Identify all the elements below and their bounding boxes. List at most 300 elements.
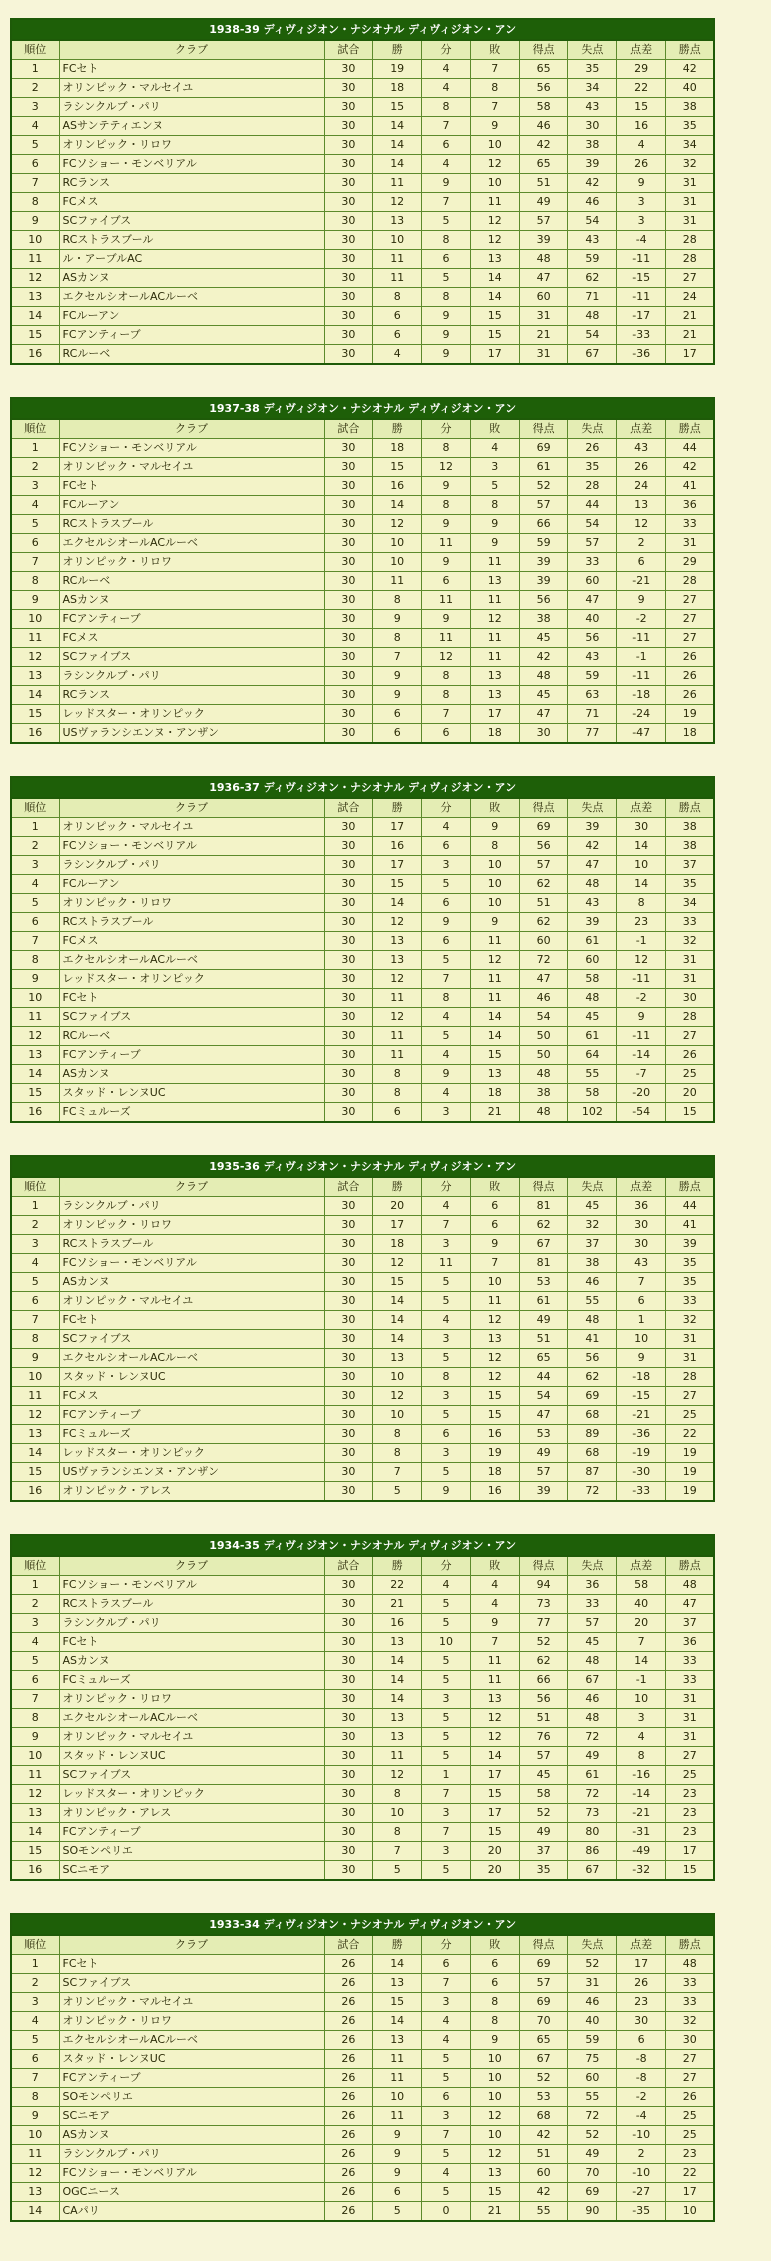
cell-club: スタッド・レンヌUC [59,1747,324,1766]
cell-draws: 9 [422,345,471,365]
cell-goal-difference: -36 [617,345,666,365]
cell-points: 28 [666,572,715,591]
cell-goals-for: 52 [519,1804,568,1823]
cell-goal-difference: 30 [617,1216,666,1235]
cell-club: オリンピック・リロワ [59,2012,324,2031]
table-row [11,2183,714,2202]
cell-rank: 4 [11,1254,59,1273]
cell-club: オリンピック・マルセイユ [59,1993,324,2012]
table-row [11,970,714,989]
cell-club: FCミュルーズ [59,1103,324,1123]
cell-draws: 4 [422,2164,471,2183]
cell-losses: 11 [470,970,519,989]
cell-wins: 9 [373,686,422,705]
table-row [11,269,714,288]
cell-goals-against: 62 [568,1368,617,1387]
cell-losses: 10 [470,2126,519,2145]
cell-wins: 11 [373,1027,422,1046]
cell-wins: 11 [373,2050,422,2069]
cell-draws: 9 [422,553,471,572]
cell-wins: 6 [373,724,422,744]
cell-goals-for: 52 [519,1633,568,1652]
cell-draws: 3 [422,1330,471,1349]
cell-draws: 8 [422,989,471,1008]
cell-played: 30 [324,724,373,744]
cell-club: ラシンクルブ・パリ [59,1197,324,1216]
cell-rank: 13 [11,1804,59,1823]
cell-goals-for: 51 [519,2145,568,2164]
cell-wins: 6 [373,2183,422,2202]
cell-played: 30 [324,193,373,212]
cell-points: 24 [666,288,715,307]
cell-rank: 7 [11,1690,59,1709]
cell-goals-for: 39 [519,231,568,250]
table-row [11,572,714,591]
cell-wins: 16 [373,1614,422,1633]
cell-goals-against: 45 [568,1197,617,1216]
cell-goals-against: 61 [568,932,617,951]
cell-points: 41 [666,477,715,496]
table-row [11,1804,714,1823]
cell-points: 17 [666,345,715,365]
header-row [11,40,714,60]
header-club: クラブ [59,419,324,439]
table-row [11,98,714,117]
cell-draws: 12 [422,648,471,667]
cell-goals-for: 56 [519,837,568,856]
cell-goals-against: 54 [568,515,617,534]
cell-rank: 6 [11,1292,59,1311]
cell-draws: 5 [422,1861,471,1881]
table-row [11,667,714,686]
cell-losses: 11 [470,648,519,667]
cell-wins: 15 [373,458,422,477]
cell-played: 30 [324,326,373,345]
cell-points: 28 [666,250,715,269]
cell-draws: 7 [422,117,471,136]
cell-goals-against: 89 [568,1425,617,1444]
table-row [11,818,714,837]
cell-wins: 6 [373,705,422,724]
table-row [11,1084,714,1103]
header-club: クラブ [59,1935,324,1955]
cell-goal-difference: 26 [617,155,666,174]
cell-club: SOモンペリエ [59,1842,324,1861]
header-row [11,1935,714,1955]
cell-club: USヴァランシエンヌ・アンザン [59,1463,324,1482]
cell-goal-difference: 22 [617,79,666,98]
cell-rank: 4 [11,875,59,894]
cell-played: 30 [324,1747,373,1766]
cell-played: 30 [324,1633,373,1652]
cell-losses: 11 [470,553,519,572]
cell-goal-difference: 58 [617,1576,666,1595]
cell-wins: 6 [373,1103,422,1123]
cell-played: 30 [324,231,373,250]
cell-points: 35 [666,1273,715,1292]
cell-goal-difference: 43 [617,439,666,458]
cell-played: 30 [324,705,373,724]
cell-losses: 6 [470,1216,519,1235]
cell-points: 19 [666,1463,715,1482]
cell-played: 30 [324,1482,373,1502]
cell-rank: 5 [11,515,59,534]
cell-draws: 6 [422,724,471,744]
cell-goals-against: 46 [568,1273,617,1292]
cell-points: 23 [666,1804,715,1823]
cell-goals-against: 87 [568,1463,617,1482]
cell-wins: 8 [373,1823,422,1842]
cell-losses: 5 [470,477,519,496]
cell-club: FCアンティーブ [59,1046,324,1065]
cell-rank: 15 [11,326,59,345]
cell-points: 33 [666,1292,715,1311]
cell-goal-difference: 20 [617,1614,666,1633]
cell-club: FCルーアン [59,307,324,326]
cell-goal-difference: 43 [617,1254,666,1273]
cell-goals-for: 44 [519,1368,568,1387]
cell-played: 26 [324,1993,373,2012]
cell-goal-difference: 30 [617,1235,666,1254]
cell-played: 26 [324,2012,373,2031]
cell-rank: 11 [11,1766,59,1785]
cell-losses: 15 [470,1387,519,1406]
cell-draws: 6 [422,250,471,269]
cell-draws: 5 [422,2145,471,2164]
cell-goals-against: 26 [568,439,617,458]
cell-rank: 1 [11,818,59,837]
cell-goals-for: 42 [519,136,568,155]
cell-rank: 8 [11,193,59,212]
cell-losses: 7 [470,1633,519,1652]
header-draws: 分 [422,798,471,818]
cell-rank: 12 [11,1785,59,1804]
cell-goals-against: 45 [568,1008,617,1027]
cell-club: RCストラスブール [59,913,324,932]
cell-rank: 5 [11,1652,59,1671]
cell-rank: 3 [11,856,59,875]
cell-club: FCアンティーブ [59,326,324,345]
cell-played: 30 [324,1330,373,1349]
cell-draws: 5 [422,1747,471,1766]
cell-goals-against: 70 [568,2164,617,2183]
cell-goal-difference: -21 [617,1804,666,1823]
cell-draws: 7 [422,1216,471,1235]
cell-rank: 6 [11,1671,59,1690]
cell-goals-for: 51 [519,1709,568,1728]
cell-goals-for: 37 [519,1842,568,1861]
cell-rank: 11 [11,250,59,269]
cell-losses: 11 [470,1652,519,1671]
cell-wins: 13 [373,2031,422,2050]
cell-club: オリンピック・マルセイユ [59,1728,324,1747]
table-body [11,60,714,365]
cell-losses: 15 [470,326,519,345]
cell-wins: 8 [373,288,422,307]
cell-goals-against: 28 [568,477,617,496]
cell-goal-difference: -15 [617,1387,666,1406]
cell-goals-against: 46 [568,1993,617,2012]
cell-rank: 15 [11,705,59,724]
cell-wins: 14 [373,155,422,174]
cell-played: 30 [324,250,373,269]
header-losses: 敗 [470,1177,519,1197]
cell-wins: 15 [373,98,422,117]
cell-club: ASカンヌ [59,591,324,610]
cell-wins: 7 [373,1842,422,1861]
cell-goals-against: 67 [568,345,617,365]
header-rank: 順位 [11,1177,59,1197]
cell-wins: 9 [373,610,422,629]
cell-rank: 9 [11,212,59,231]
cell-club: RCストラスブール [59,1595,324,1614]
cell-wins: 11 [373,250,422,269]
cell-played: 30 [324,117,373,136]
cell-goal-difference: -1 [617,932,666,951]
table-row [11,875,714,894]
cell-wins: 13 [373,1349,422,1368]
table-row [11,1614,714,1633]
header-goal-difference: 点差 [617,40,666,60]
cell-goals-against: 52 [568,2126,617,2145]
cell-goals-for: 50 [519,1046,568,1065]
cell-points: 27 [666,591,715,610]
cell-played: 30 [324,875,373,894]
cell-losses: 17 [470,1804,519,1823]
header-goals-against: 失点 [568,40,617,60]
cell-wins: 20 [373,1197,422,1216]
table-row [11,837,714,856]
header-points: 勝点 [666,40,715,60]
cell-rank: 11 [11,1008,59,1027]
cell-rank: 12 [11,1027,59,1046]
header-losses: 敗 [470,40,519,60]
cell-draws: 3 [422,1842,471,1861]
header-losses: 敗 [470,798,519,818]
cell-goal-difference: 8 [617,894,666,913]
cell-losses: 17 [470,1766,519,1785]
cell-losses: 4 [470,1576,519,1595]
cell-goals-for: 53 [519,2088,568,2107]
cell-rank: 14 [11,307,59,326]
cell-club: FCソショー・モンベリアル [59,1576,324,1595]
table-row [11,1103,714,1123]
cell-points: 37 [666,1614,715,1633]
cell-goals-against: 35 [568,60,617,79]
cell-club: FCルーアン [59,496,324,515]
table-row [11,345,714,365]
table-row [11,326,714,345]
cell-rank: 10 [11,1368,59,1387]
cell-points: 15 [666,1103,715,1123]
cell-club: エクセルシオールACルーベ [59,1349,324,1368]
table-row [11,2012,714,2031]
cell-played: 26 [324,2088,373,2107]
table-title: 1933-34 ディヴィジオン・ナシオナル ディヴィジオン・アン [10,1913,715,1934]
cell-goals-against: 48 [568,1311,617,1330]
cell-wins: 12 [373,1766,422,1785]
cell-goals-for: 30 [519,724,568,744]
cell-draws: 10 [422,1633,471,1652]
cell-played: 26 [324,1974,373,1993]
cell-points: 32 [666,2012,715,2031]
cell-points: 10 [666,2202,715,2222]
table-row [11,2107,714,2126]
cell-draws: 6 [422,572,471,591]
cell-rank: 14 [11,1065,59,1084]
cell-goals-for: 65 [519,1349,568,1368]
cell-played: 30 [324,1823,373,1842]
cell-goals-for: 49 [519,1444,568,1463]
cell-wins: 12 [373,913,422,932]
cell-losses: 15 [470,1785,519,1804]
cell-wins: 14 [373,117,422,136]
cell-goals-against: 72 [568,1785,617,1804]
cell-wins: 15 [373,1273,422,1292]
cell-wins: 5 [373,2202,422,2222]
cell-played: 30 [324,98,373,117]
cell-played: 30 [324,439,373,458]
cell-club: FCソショー・モンベリアル [59,155,324,174]
cell-losses: 14 [470,288,519,307]
cell-draws: 5 [422,1292,471,1311]
cell-draws: 5 [422,1406,471,1425]
cell-goals-against: 77 [568,724,617,744]
cell-played: 30 [324,1065,373,1084]
cell-wins: 4 [373,345,422,365]
cell-draws: 6 [422,837,471,856]
cell-draws: 5 [422,875,471,894]
cell-points: 27 [666,2069,715,2088]
cell-rank: 16 [11,1482,59,1502]
cell-played: 30 [324,1728,373,1747]
cell-draws: 3 [422,1690,471,1709]
cell-rank: 5 [11,136,59,155]
cell-points: 33 [666,1652,715,1671]
cell-wins: 11 [373,2069,422,2088]
cell-losses: 13 [470,1690,519,1709]
cell-goals-for: 54 [519,1008,568,1027]
header-goal-difference: 点差 [617,1177,666,1197]
cell-draws: 4 [422,1311,471,1330]
cell-club: FCメス [59,1387,324,1406]
cell-draws: 5 [422,269,471,288]
cell-rank: 6 [11,155,59,174]
table-row [11,60,714,79]
cell-losses: 20 [470,1842,519,1861]
cell-goal-difference: -11 [617,970,666,989]
cell-draws: 11 [422,534,471,553]
cell-goals-against: 68 [568,1444,617,1463]
cell-points: 27 [666,1387,715,1406]
cell-played: 30 [324,1027,373,1046]
cell-goal-difference: 9 [617,591,666,610]
cell-played: 26 [324,1955,373,1974]
cell-club: SCファイブス [59,1330,324,1349]
cell-points: 33 [666,1974,715,1993]
cell-goal-difference: -1 [617,648,666,667]
cell-club: エクセルシオールACルーベ [59,288,324,307]
cell-draws: 0 [422,2202,471,2222]
cell-goals-against: 37 [568,1235,617,1254]
cell-points: 35 [666,875,715,894]
table-row [11,1387,714,1406]
cell-losses: 15 [470,1046,519,1065]
cell-losses: 8 [470,837,519,856]
cell-points: 31 [666,534,715,553]
cell-rank: 14 [11,686,59,705]
cell-played: 30 [324,1254,373,1273]
cell-goals-for: 48 [519,1103,568,1123]
cell-played: 26 [324,2069,373,2088]
cell-goals-for: 52 [519,477,568,496]
cell-wins: 8 [373,1425,422,1444]
header-played: 試合 [324,1935,373,1955]
cell-goals-for: 65 [519,2031,568,2050]
cell-points: 26 [666,667,715,686]
cell-draws: 3 [422,1235,471,1254]
cell-points: 32 [666,1311,715,1330]
cell-goals-for: 66 [519,515,568,534]
cell-goals-against: 39 [568,913,617,932]
cell-club: スタッド・レンヌUC [59,1084,324,1103]
cell-played: 26 [324,2050,373,2069]
cell-wins: 13 [373,1709,422,1728]
cell-goals-for: 69 [519,818,568,837]
cell-played: 26 [324,2031,373,2050]
table-row [11,250,714,269]
cell-rank: 8 [11,1330,59,1349]
cell-played: 30 [324,1766,373,1785]
cell-played: 30 [324,686,373,705]
cell-wins: 19 [373,60,422,79]
table-row [11,2145,714,2164]
cell-goals-for: 35 [519,1861,568,1881]
cell-draws: 7 [422,193,471,212]
cell-draws: 4 [422,79,471,98]
cell-goals-against: 36 [568,1576,617,1595]
cell-played: 30 [324,856,373,875]
cell-rank: 2 [11,837,59,856]
cell-wins: 10 [373,534,422,553]
cell-club: SCファイブス [59,212,324,231]
cell-goal-difference: -31 [617,1823,666,1842]
table-row [11,193,714,212]
cell-wins: 14 [373,1311,422,1330]
header-club: クラブ [59,1556,324,1576]
cell-club: USヴァランシエンヌ・アンザン [59,724,324,744]
header-wins: 勝 [373,1935,422,1955]
cell-draws: 4 [422,1197,471,1216]
cell-club: FCセト [59,989,324,1008]
cell-club: SCニモア [59,1861,324,1881]
cell-played: 30 [324,591,373,610]
cell-losses: 8 [470,2012,519,2031]
cell-wins: 10 [373,1804,422,1823]
cell-wins: 14 [373,1330,422,1349]
table-row [11,2088,714,2107]
header-goals-for: 得点 [519,40,568,60]
cell-rank: 6 [11,2050,59,2069]
cell-points: 25 [666,2126,715,2145]
cell-goal-difference: -11 [617,288,666,307]
cell-rank: 4 [11,2012,59,2031]
cell-draws: 3 [422,2107,471,2126]
cell-goal-difference: -2 [617,610,666,629]
cell-points: 34 [666,136,715,155]
cell-goals-against: 55 [568,1292,617,1311]
cell-goals-against: 72 [568,1728,617,1747]
